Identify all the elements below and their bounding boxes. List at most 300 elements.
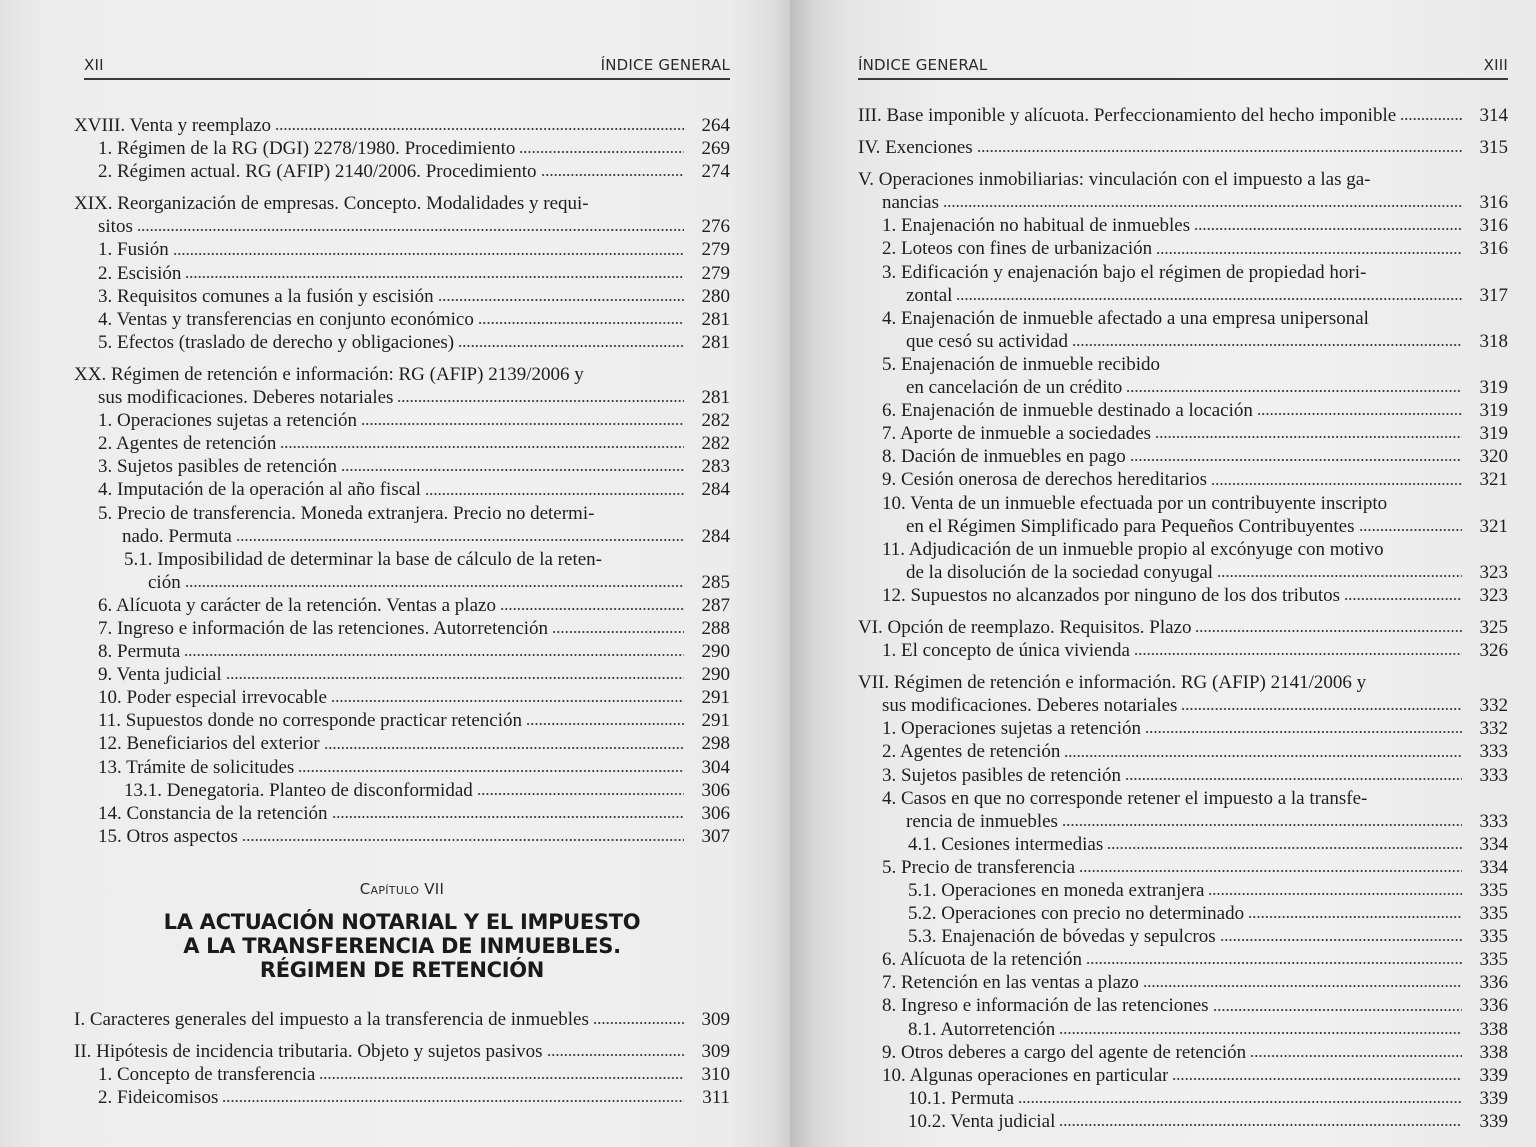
toc-entry-title: 4. Ventas y transferencias en conjunto económico: [98, 308, 474, 330]
toc-entry-line: [98, 432, 730, 455]
dot-leader: [1018, 1100, 1462, 1104]
toc-entry-line: [124, 779, 730, 802]
toc-entry[interactable]: [858, 639, 1508, 662]
toc-entry-line: [98, 331, 730, 354]
toc-entry-title: 9. Cesión onerosa de derechos hereditarios: [882, 469, 1208, 491]
toc-entry-title: 1. Concepto de transferencia: [98, 1064, 316, 1086]
toc-entry-line: [98, 640, 730, 663]
dot-leader: [324, 746, 684, 750]
toc-page-number: 319: [1479, 377, 1508, 399]
toc-entry[interactable]: [858, 1064, 1508, 1087]
dot-leader: [298, 769, 684, 773]
toc-entry-title: 2. Fideicomisos: [98, 1087, 219, 1109]
toc-entry-line: [908, 1018, 1508, 1041]
toc-entry[interactable]: [858, 237, 1508, 260]
toc-page-number: 332: [1479, 695, 1508, 717]
toc-page-number: 335: [1479, 926, 1508, 948]
toc-entry[interactable]: [858, 764, 1508, 787]
toc-page-number: 338: [1479, 1018, 1508, 1040]
dot-leader: [185, 584, 684, 588]
toc-page-number: 316: [1479, 192, 1508, 214]
toc-entry[interactable]: [858, 445, 1508, 468]
toc-entry-title: 5.3. Enajenación de bóvedas y sepulcros: [908, 926, 1216, 948]
dot-leader: [1344, 597, 1462, 601]
dot-leader: [332, 815, 684, 819]
toc-entry[interactable]: [858, 671, 1508, 717]
toc-entry[interactable]: [858, 856, 1508, 879]
dot-leader: [226, 676, 684, 680]
toc-entry-title: 7. Aporte de inmueble a sociedades: [882, 423, 1152, 445]
dot-leader: [1156, 251, 1462, 255]
toc-entry[interactable]: [858, 740, 1508, 763]
right-page: [790, 0, 1536, 1147]
toc-entry-title: 12. Beneficiarios del exterior: [98, 733, 320, 755]
toc-entry[interactable]: [858, 925, 1508, 948]
dot-leader: [137, 228, 684, 232]
toc-page-number: 338: [1479, 1041, 1508, 1063]
toc-entry-title: 10. Venta de un inmueble efectuada por un contribuyente inscripto: [882, 492, 1388, 514]
toc-entry-title: 2. Loteos con fines de urbanización: [882, 238, 1153, 260]
toc-entry[interactable]: [74, 137, 730, 160]
toc-page-number: 314: [1479, 105, 1508, 126]
toc-entry-line: [908, 902, 1508, 925]
dot-leader: [1072, 343, 1462, 347]
dot-leader: [184, 653, 684, 657]
toc-entry-title: 1. Operaciones sujetas a retención: [98, 410, 358, 432]
toc-entry-title: 2. Régimen actual. RG (AFIP) 2140/2006. Procedimiento: [98, 161, 537, 183]
toc-entry[interactable]: [74, 1063, 730, 1086]
running-title: ÍNDICE GENERAL: [858, 56, 988, 74]
chapter-title: [74, 910, 730, 982]
toc-entry-title-cont: rencia de inmuebles: [906, 810, 1058, 832]
dot-leader: [361, 422, 684, 426]
dot-leader: [1126, 389, 1462, 393]
toc-entry[interactable]: [74, 802, 730, 825]
toc-page-number: 316: [1479, 215, 1508, 237]
toc-entry-line: [98, 686, 730, 709]
toc-entry-title: 1. Régimen de la RG (DGI) 2278/1980. Procedimiento: [98, 138, 516, 160]
dot-leader: [956, 297, 1462, 301]
toc-entry[interactable]: [858, 1018, 1508, 1041]
chapter-title-line: RÉGIMEN DE RETENCIÓN: [259, 957, 545, 982]
toc-entry-line: [858, 136, 1508, 159]
toc-entry-line: [98, 308, 730, 331]
toc-page-number: 276: [701, 216, 730, 238]
toc-entry[interactable]: [74, 594, 730, 617]
toc-entry-title: 8. Ingreso e información de las retenciones: [882, 995, 1209, 1017]
toc-entry-line: [858, 191, 1508, 214]
toc-entry-title: II. Hipótesis de incidencia tributaria. Objeto y sujetos pasivos: [74, 1041, 543, 1062]
toc-entry-line: [882, 810, 1508, 833]
toc-entry[interactable]: [858, 353, 1508, 399]
toc-page-number: 284: [701, 479, 730, 501]
toc-page-number: 282: [701, 433, 730, 455]
dot-leader: [1181, 707, 1462, 711]
dot-leader: [222, 1099, 684, 1103]
toc-entry-line: [882, 214, 1508, 237]
toc-entry[interactable]: [74, 779, 730, 802]
toc-entry-title: 11. Supuestos donde no corresponde practicar retención: [98, 710, 523, 732]
toc-page-number: 291: [701, 687, 730, 709]
toc-page-number: 279: [701, 239, 730, 261]
toc-page-number: 323: [1479, 584, 1508, 606]
toc-page-number: 316: [1479, 238, 1508, 260]
dot-leader: [1208, 892, 1462, 896]
dot-leader: [1257, 412, 1462, 416]
toc-entry-title: III. Base imponible y alícuota. Perfeccionamiento del hecho imponible: [858, 105, 1397, 126]
toc-entry-line: [908, 833, 1508, 856]
toc-entry-line: [98, 238, 730, 261]
toc-entry-line: [882, 639, 1508, 662]
toc-entry-title: 5. Efectos (traslado de derecho y obligaciones): [98, 331, 455, 353]
toc-entry-line: [882, 468, 1508, 491]
toc-page-number: 332: [1479, 718, 1508, 740]
toc-entry-title: 1. Operaciones sujetas a retención: [882, 718, 1142, 740]
toc-entry-line: [74, 114, 730, 137]
toc-page-number: 339: [1479, 1064, 1508, 1086]
toc-entry-line: [882, 237, 1508, 260]
toc-entry[interactable]: [74, 432, 730, 455]
toc-page-number: 317: [1479, 284, 1508, 306]
toc-entry-title: 4. Imputación de la operación al año fiscal: [98, 479, 421, 501]
toc-entry[interactable]: [858, 948, 1508, 971]
dot-leader: [1079, 869, 1462, 873]
toc-entry-line: [882, 856, 1508, 879]
toc-list: [858, 104, 1508, 1133]
toc-page-number: 280: [701, 285, 730, 307]
toc-entry-line: [98, 137, 730, 160]
toc-entry-title: 9. Otros deberes a cargo del agente de retención: [882, 1041, 1247, 1063]
toc-entry-title: VI. Opción de reemplazo. Requisitos. Plazo: [858, 616, 1192, 638]
toc-entry-line: [882, 764, 1508, 787]
toc-page-number: 306: [701, 779, 730, 801]
dot-leader: [1130, 458, 1462, 462]
toc-entry[interactable]: [858, 1110, 1508, 1133]
toc-entry-title: 5.1. Imposibilidad de determinar la base de cálculo de la reten-: [124, 548, 602, 570]
toc-entry-title: XIX. Reorganización de empresas. Concepto. Modalidades y requi-: [74, 193, 589, 215]
toc-entry[interactable]: [74, 285, 730, 308]
dot-leader: [552, 630, 684, 634]
toc-entry-line: [98, 732, 730, 755]
toc-entry-title: 4. Casos en que no corresponde retener el impuesto a la transfe-: [882, 787, 1368, 809]
toc-page-number: 325: [1479, 616, 1508, 638]
toc-entry-title: 1. Fusión: [98, 239, 169, 261]
dot-leader: [1107, 846, 1462, 850]
dot-leader: [275, 127, 684, 131]
toc-entry-title: 5.2. Operaciones con precio no determinado: [908, 903, 1245, 925]
toc-entry-title: 3. Sujetos pasibles de retención: [98, 456, 338, 478]
toc-entry[interactable]: [74, 409, 730, 432]
toc-entry[interactable]: [74, 114, 730, 137]
toc-entry-title: 12. Supuestos no alcanzados por ninguno de los dos tributos: [882, 584, 1341, 606]
toc-entry-title: 2. Agentes de retención: [98, 433, 277, 455]
toc-entry-line: [858, 616, 1508, 639]
dot-leader: [1250, 1054, 1462, 1058]
page-number: XII: [84, 56, 104, 74]
toc-entry-title: 10.2. Venta judicial: [908, 1110, 1056, 1132]
toc-entry-title: VII. Régimen de retención e información. RG (AFIP) 2141/2006 y: [858, 672, 1367, 694]
toc-entry[interactable]: [858, 492, 1508, 538]
dot-leader: [1059, 1123, 1462, 1127]
toc-entry-title: 6. Alícuota de la retención: [882, 949, 1082, 971]
toc-entry[interactable]: [74, 1008, 730, 1031]
toc-entry[interactable]: [74, 663, 730, 686]
toc-page-number: 283: [701, 456, 730, 478]
toc-page-number: 323: [1479, 561, 1508, 583]
toc-entry-title-cont: ción: [148, 571, 181, 593]
toc-entry[interactable]: [74, 192, 730, 238]
toc-entry[interactable]: [74, 548, 730, 594]
toc-entry-title: 8. Dación de inmuebles en pago: [882, 446, 1126, 468]
toc-entry-title: 9. Venta judicial: [98, 664, 222, 686]
toc-entry[interactable]: [858, 307, 1508, 353]
toc-entry[interactable]: [74, 308, 730, 331]
toc-entry[interactable]: [858, 538, 1508, 584]
toc-entry[interactable]: [858, 787, 1508, 833]
toc-entry-line: [882, 515, 1508, 538]
toc-entry-line: [98, 262, 730, 285]
toc-entry[interactable]: [74, 363, 730, 409]
toc-page-number: 336: [1479, 995, 1508, 1017]
toc-entry-line: [74, 1040, 730, 1063]
dot-leader: [185, 275, 684, 279]
toc-entry-title-cont: zontal: [906, 284, 953, 306]
toc-entry-title-cont: en el Régimen Simplificado para Pequeños Contribuyentes: [906, 515, 1355, 537]
toc-entry-title: 2. Escisión: [98, 262, 182, 284]
toc-entry-line: [98, 478, 730, 501]
toc-entry-title-cont: sus modificaciones. Deberes notariales: [98, 387, 394, 409]
toc-page-number: 333: [1479, 741, 1508, 763]
toc-entry-line: [98, 663, 730, 686]
toc-entry[interactable]: [858, 104, 1508, 127]
toc-entry-line: [98, 825, 730, 848]
toc-entry[interactable]: [74, 502, 730, 548]
toc-entry-line: [98, 709, 730, 732]
toc-entry-title: 5. Enajenación de inmueble recibido: [882, 353, 1161, 375]
toc-entry-line: [98, 160, 730, 183]
toc-entry[interactable]: [858, 261, 1508, 307]
toc-entry[interactable]: [74, 1086, 730, 1109]
toc-entry-line: [858, 694, 1508, 717]
toc-page-number: 287: [701, 594, 730, 616]
toc-entry-title-cont: sitos: [98, 216, 133, 238]
dot-leader: [1220, 938, 1462, 942]
toc-entry[interactable]: [858, 902, 1508, 925]
toc-page-number: 309: [701, 1008, 730, 1030]
toc-entry-line: [882, 1041, 1508, 1064]
toc-entry[interactable]: [74, 238, 730, 261]
dot-leader: [943, 204, 1462, 208]
toc-entry-line: [74, 1008, 730, 1031]
chapter-title-line: LA ACTUACIÓN NOTARIAL Y EL IMPUESTO: [163, 909, 641, 934]
dot-leader: [341, 468, 684, 472]
toc-entry[interactable]: [74, 756, 730, 779]
toc-page-number: 335: [1479, 903, 1508, 925]
toc-entry[interactable]: [74, 331, 730, 354]
toc-list: [74, 114, 730, 848]
dot-leader: [1172, 1077, 1462, 1081]
toc-page-number: 290: [701, 664, 730, 686]
toc-page-number: 333: [1479, 810, 1508, 832]
dot-leader: [1145, 730, 1462, 734]
toc-entry-line: [882, 584, 1508, 607]
toc-entry-line: [858, 104, 1508, 127]
dot-leader: [1195, 629, 1462, 633]
toc-entry[interactable]: [858, 971, 1508, 994]
chapter-heading: [74, 880, 730, 982]
toc-entry[interactable]: [74, 732, 730, 755]
toc-entry-title: 14. Constancia de la retención: [98, 802, 328, 824]
toc-entry-line: [98, 455, 730, 478]
toc-entry[interactable]: [74, 640, 730, 663]
toc-entry-line: [882, 948, 1508, 971]
toc-entry[interactable]: [74, 160, 730, 183]
toc-entry-title: 13.1. Denegatoria. Planteo de disconformidad: [124, 779, 473, 801]
toc-entry-line: [882, 284, 1508, 307]
toc-entry[interactable]: [858, 584, 1508, 607]
toc-page-number: 321: [1479, 469, 1508, 491]
toc-entry-title: 7. Ingreso e información de las retenciones. Autorretención: [98, 617, 549, 639]
running-head: [84, 52, 730, 80]
toc-entry-title: 10.1. Permuta: [908, 1087, 1015, 1109]
toc-page-number: 264: [701, 115, 730, 136]
toc-page-number: 339: [1479, 1087, 1508, 1109]
toc-entry-title: 10. Algunas operaciones en particular: [882, 1064, 1169, 1086]
dot-leader: [331, 699, 684, 703]
toc-entry-line: [882, 740, 1508, 763]
toc-page-number: 334: [1479, 833, 1508, 855]
dot-leader: [977, 149, 1462, 153]
toc-page-number: 310: [701, 1064, 730, 1086]
dot-leader: [1213, 1008, 1462, 1012]
toc-entry-title: I. Caracteres generales del impuesto a la transferencia de inmuebles: [74, 1008, 589, 1030]
toc-entry-line: [908, 925, 1508, 948]
dot-leader: [1086, 961, 1462, 965]
toc-entry-line: [908, 1087, 1508, 1110]
toc-entry-title: 8. Permuta: [98, 641, 181, 663]
toc-page-number: 318: [1479, 330, 1508, 352]
toc-page-number: 309: [701, 1041, 730, 1062]
toc-entry[interactable]: [858, 1087, 1508, 1110]
dot-leader: [397, 399, 684, 403]
toc-page-number: 281: [701, 308, 730, 330]
toc-entry-title: 6. Enajenación de inmueble destinado a locación: [882, 400, 1253, 422]
dot-leader: [1400, 117, 1462, 121]
toc-entry-title: 2. Agentes de retención: [882, 741, 1061, 763]
dot-leader: [458, 344, 684, 348]
toc-entry-title: 13. Trámite de solicitudes: [98, 756, 295, 778]
toc-entry[interactable]: [74, 686, 730, 709]
toc-entry[interactable]: [858, 136, 1508, 159]
toc-page-number: 307: [701, 825, 730, 847]
toc-entry-title: XVIII. Venta y reemplazo: [74, 115, 271, 136]
toc-entry-line: [74, 386, 730, 409]
dot-leader: [438, 298, 684, 302]
toc-entry-line: [882, 994, 1508, 1017]
toc-entry[interactable]: [858, 422, 1508, 445]
dot-leader: [236, 538, 684, 542]
toc-entry[interactable]: [74, 709, 730, 732]
toc-entry-title: 4.1. Cesiones intermedias: [908, 833, 1104, 855]
chapter-label: Capítulo VII: [359, 879, 445, 898]
toc-entry-line: [882, 422, 1508, 445]
toc-entry-line: [882, 561, 1508, 584]
toc-page-number: 326: [1479, 640, 1508, 662]
toc-entry[interactable]: [74, 478, 730, 501]
toc-entry[interactable]: [74, 262, 730, 285]
toc-entry-line: [882, 445, 1508, 468]
toc-entry-title: 8.1. Autorretención: [908, 1018, 1056, 1040]
toc-page-number: 298: [701, 733, 730, 755]
toc-entry-title-cont: nancias: [882, 192, 939, 214]
toc-page-number: 311: [702, 1087, 730, 1109]
toc-entry-line: [882, 330, 1508, 353]
toc-entry[interactable]: [74, 825, 730, 848]
toc-entry[interactable]: [858, 399, 1508, 422]
toc-entry[interactable]: [858, 994, 1508, 1017]
toc-entry[interactable]: [858, 1041, 1508, 1064]
toc-page-number: 288: [701, 617, 730, 639]
toc-entry-title: IV. Exenciones: [858, 137, 973, 159]
toc-entry-title: 3. Edificación y enajenación bajo el régimen de propiedad hori-: [882, 261, 1367, 283]
toc-entry-title-cont: que cesó su actividad: [906, 330, 1068, 352]
dot-leader: [1134, 652, 1462, 656]
dot-leader: [541, 173, 684, 177]
toc-entry-line: [124, 571, 730, 594]
dot-leader: [478, 321, 684, 325]
dot-leader: [1155, 435, 1462, 439]
toc-page-number: 334: [1479, 856, 1508, 878]
dot-leader: [319, 1076, 684, 1080]
toc-entry[interactable]: [858, 468, 1508, 491]
toc-page-number: 282: [701, 410, 730, 432]
toc-entry-line: [98, 617, 730, 640]
toc-entry[interactable]: [858, 214, 1508, 237]
dot-leader: [173, 252, 684, 256]
toc-entry[interactable]: [858, 616, 1508, 639]
toc-entry-line: [98, 594, 730, 617]
toc-entry-title: 6. Alícuota y carácter de la retención. Ventas a plazo: [98, 594, 496, 616]
toc-entry[interactable]: [74, 1040, 730, 1063]
toc-entry[interactable]: [858, 717, 1508, 740]
dot-leader: [500, 607, 684, 611]
toc-page-number: 274: [701, 161, 730, 183]
toc-entry-line: [882, 971, 1508, 994]
toc-entry-line: [882, 376, 1508, 399]
toc-entry-title: 1. Enajenación no habitual de inmuebles: [882, 215, 1191, 237]
toc-entry-title-cont: nado. Permuta: [122, 525, 232, 547]
toc-entry[interactable]: [74, 617, 730, 640]
dot-leader: [593, 1021, 684, 1025]
toc-entry-title: 10. Poder especial irrevocable: [98, 687, 327, 709]
toc-entry-title: 5. Precio de transferencia. Moneda extranjera. Precio no determi-: [98, 502, 595, 524]
toc-page-number: 284: [701, 525, 730, 547]
dot-leader: [519, 150, 684, 154]
toc-entry-title-cont: en cancelación de un crédito: [906, 377, 1123, 399]
toc-entry[interactable]: [858, 833, 1508, 856]
toc-page-number: 291: [701, 710, 730, 732]
toc-entry[interactable]: [858, 168, 1508, 214]
running-head: [858, 52, 1508, 80]
toc-page-number: 319: [1479, 423, 1508, 445]
dot-leader: [1211, 482, 1462, 486]
toc-entry-title: 5.1. Operaciones en moneda extranjera: [908, 880, 1205, 901]
dot-leader: [1248, 915, 1462, 919]
toc-entry[interactable]: [74, 455, 730, 478]
toc-entry-title: 15. Otros aspectos: [98, 825, 238, 847]
toc-entry[interactable]: [858, 879, 1508, 902]
toc-entry-line: [882, 399, 1508, 422]
